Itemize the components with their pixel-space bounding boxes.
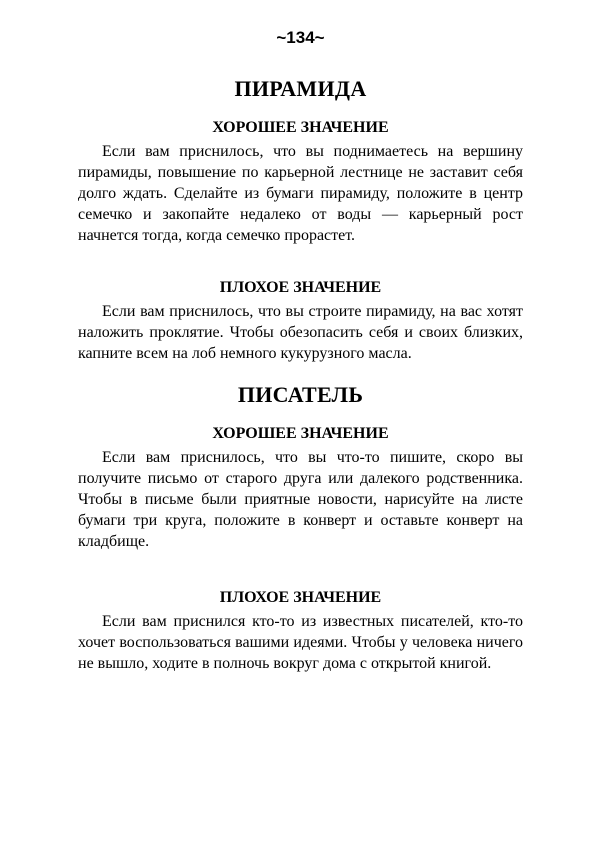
entry-title-pisatel (78, 382, 523, 408)
good-meaning-heading: ХОРОШЕЕ ЗНАЧЕНИЕ (212, 425, 389, 442)
bad-meaning-section (78, 588, 523, 674)
bad-meaning-heading: ПЛОХОЕ ЗНАЧЕНИЕ (219, 279, 382, 296)
bad-meaning-heading: ПЛОХОЕ ЗНАЧЕНИЕ (219, 589, 382, 606)
entry-title-piramida (78, 76, 523, 102)
page-number: ~134~ (276, 28, 325, 47)
good-meaning-section (78, 118, 523, 246)
good-meaning-text: Если вам приснилось, что вы поднимаетесь на вершину пирамиды, повышение по карьерной лестнице не заставит себя долго ждать. Сделайте из бумаги пирамиду, положите в центр семечко и закопайте недалеко от воды — карьерный рост начнется тогда, когда семечко прорастет. (78, 143, 523, 244)
bad-meaning-section (78, 278, 523, 364)
bad-meaning-text: Если вам приснился кто-то из известных писателей, кто-то хочет воспользоваться вашими идеями. Чтобы у человека ничего не вышло, ходите в полночь вокруг дома с открытой книгой. (78, 613, 523, 672)
bad-meaning-text: Если вам приснилось, что вы строите пирамиду, на вас хотят наложить проклятие. Чтобы обезопасить себя и своих близких, капните всем на лоб немного кукурузного масла. (78, 303, 523, 362)
good-meaning-section (78, 424, 523, 552)
entry-title: ПИСАТЕЛЬ (237, 382, 364, 407)
good-meaning-text: Если вам приснилось, что вы что-то пишите, скоро вы получите письмо от старого друга или далекого родственника. Чтобы в письме были приятные новости, нарисуйте на листе бумаги три круга, положите в конверт и оставьте конверт на кладбище. (78, 449, 523, 550)
good-meaning-heading: ХОРОШЕЕ ЗНАЧЕНИЕ (212, 119, 389, 136)
entry-title: ПИРАМИДА (234, 76, 367, 101)
